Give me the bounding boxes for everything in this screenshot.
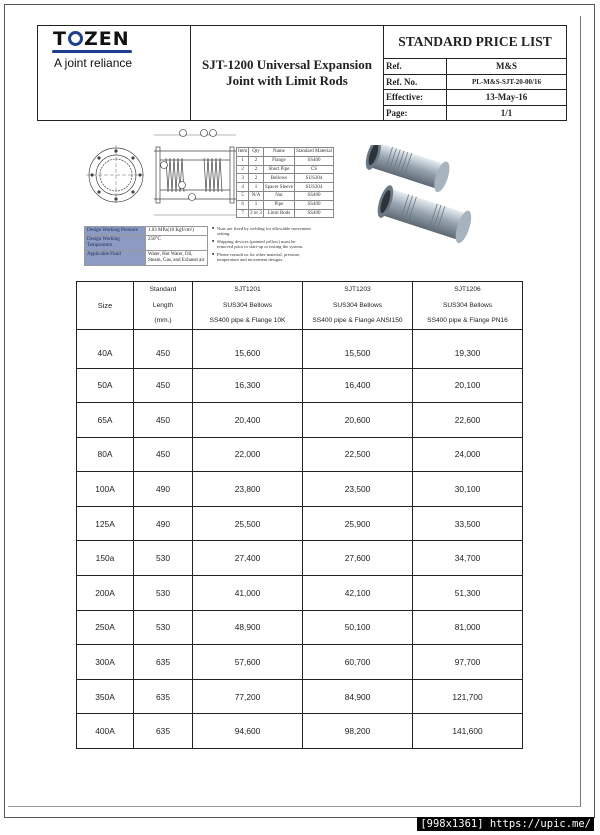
company-logo [38, 26, 191, 120]
note-item: ■ Shipping devices (painted yellow) must be removed prior to start-up or testing the system. [212, 239, 312, 250]
col-header-size: Size [77, 282, 134, 330]
price-row: 350A 635 77,200 84,900 121,700 [77, 679, 523, 714]
price-row: 250A 530 48,900 50,100 81,000 [77, 610, 523, 645]
price-row: 125A 490 25,500 25,900 33,500 [77, 506, 523, 541]
price-row: 100A 490 23,800 23,500 30,100 [77, 472, 523, 507]
note-item: ■ Please consult us for other material, pressure, temperature and movement designs. [212, 252, 312, 263]
bom-row: 4 1 Spacer Sleeve SUS304 [237, 183, 334, 192]
bom-row: 2 2 Short Pipe CS [237, 165, 334, 174]
bom-row: 1 2 Flange SS400 [237, 156, 334, 165]
technical-drawing [84, 125, 236, 225]
page-edge-bottom [8, 806, 581, 807]
logo-swoosh [52, 50, 132, 53]
price-row: 150a 530 27,400 27,600 34,700 [77, 541, 523, 576]
price-row: 300A 635 57,600 60,700 97,700 [77, 645, 523, 680]
document-header [37, 25, 567, 121]
meta-row-ref: Ref. M&S [384, 59, 566, 75]
col-header-sjt1203: SJT1203 SUS304 Bellows SS400 pipe & Flange ANSI150 [303, 282, 413, 330]
condition-row: Design Working Temperature 250°C [85, 236, 208, 251]
product-photo [349, 145, 485, 245]
condition-row: Design Working Pressure 1.03 MPa(10 Kgf/cm²) [85, 227, 208, 236]
product-title: SJT-1200 Universal Expansion Joint with Limit Rods [191, 26, 384, 120]
meta-row-page: Page: 1/1 [384, 106, 566, 121]
header-meta [384, 26, 566, 120]
logo-wordmark: T ZEN [53, 28, 130, 50]
bom-table [236, 147, 334, 218]
price-row: 40A 450 15,600 15,500 19,300 [77, 329, 523, 368]
bom-row: 7 2 or 3 Limit Rods SS400 [237, 209, 334, 218]
price-row: 50A 450 16,300 16,400 20,100 [77, 368, 523, 403]
bom-row: 5 N/A Nut SS400 [237, 191, 334, 200]
price-table [76, 281, 523, 749]
price-row: 80A 450 22,000 22,500 24,000 [77, 437, 523, 472]
col-header-sjt1201: SJT1201 SUS304 Bellows SS400 pipe & Flange 10K [193, 282, 303, 330]
price-row: 400A 635 94,600 98,200 141,600 [77, 714, 523, 749]
design-conditions-table [84, 226, 208, 266]
bom-row: 6 1 Pipe SS400 [237, 200, 334, 209]
col-header-length: Standard Length (mm.) [134, 282, 193, 330]
image-watermark: [998x1361] https://upic.me/ [417, 817, 594, 831]
note-item: ■ Nuts are fixed by welding for allowable movement setting. [212, 226, 312, 237]
price-header-row [77, 282, 523, 330]
bom-header-row: Item Qty Name Standard Material [238, 149, 332, 155]
notes-list [212, 226, 312, 264]
price-row: 65A 450 20,400 20,600 22,600 [77, 403, 523, 438]
meta-row-effective: Effective: 13-May-16 [384, 90, 566, 106]
meta-row-ref-no: Ref. No. PL-M&S-SJT-20-00/16 [384, 75, 566, 91]
page-edge-right [580, 16, 581, 806]
condition-row: Applicable Fluid Water, Hot Water, Oil, Steam, Gas, and Exhaust air [85, 251, 208, 266]
bom-row: 3 2 Bellows SUS304 [237, 174, 334, 183]
col-header-sjt1206: SJT1206 SUS304 Bellows SS400 pipe & Flange PN16 [413, 282, 523, 330]
price-row: 200A 530 41,000 42,100 51,300 [77, 576, 523, 611]
logo-tagline: A joint reliance [54, 56, 133, 70]
doc-title: STANDARD PRICE LIST [384, 26, 566, 59]
